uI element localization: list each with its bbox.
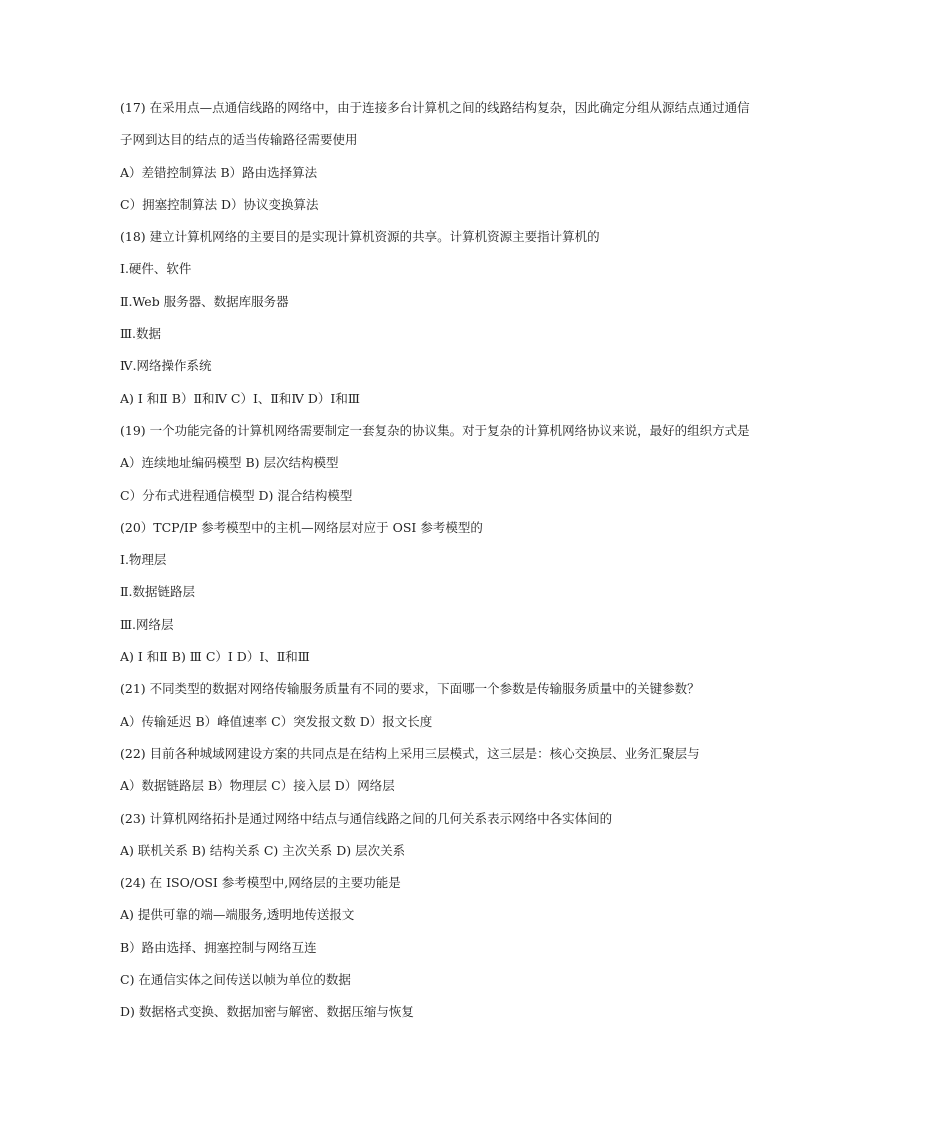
- question-18-item-3: Ⅲ.数据: [120, 326, 162, 342]
- question-20-text: (20）TCP/IP 参考模型中的主机—网络层对应于 OSI 参考模型的: [120, 519, 483, 535]
- question-18-options: A) Ⅰ 和Ⅱ B）Ⅱ和Ⅳ C）Ⅰ、Ⅱ和Ⅳ D）Ⅰ和Ⅲ: [120, 390, 360, 406]
- question-21-text: (21) 不同类型的数据对网络传输服务质量有不同的要求，下面哪一个参数是传输服务质量中的关键参数？: [120, 681, 700, 697]
- question-20-item-1: Ⅰ.物理层: [120, 552, 167, 568]
- question-24-option-c: C) 在通信实体之间传送以帧为单位的数据: [120, 972, 351, 988]
- question-24-option-d: D) 数据格式变换、数据加密与解密、数据压缩与恢复: [120, 1004, 414, 1020]
- question-17-options-cd: C）拥塞控制算法 D）协议变换算法: [120, 196, 319, 212]
- question-19-options-ab: A）连续地址编码模型 B) 层次结构模型: [120, 455, 339, 471]
- question-17-text-line-2: 子网到达目的结点的适当传输路径需要使用: [120, 132, 358, 148]
- question-18-item-1: Ⅰ.硬件、软件: [120, 261, 192, 277]
- question-18-item-4: Ⅳ.网络操作系统: [120, 358, 212, 374]
- question-19-text: (19) 一个功能完备的计算机网络需要制定一套复杂的协议集。对于复杂的计算机网络协议来说，最好的组织方式是: [120, 422, 750, 438]
- question-24-option-a: A) 提供可靠的端—端服务,透明地传送报文: [120, 907, 355, 923]
- question-24-text: (24) 在 ISO/OSI 参考模型中,网络层的主要功能是: [120, 875, 401, 891]
- question-21-options: A）传输延迟 B）峰值速率 C）突发报文数 D）报文长度: [120, 713, 433, 729]
- question-22-text: (22) 目前各种城域网建设方案的共同点是在结构上采用三层模式，这三层是：核心交换层、业务汇聚层与: [120, 745, 700, 761]
- document-body: [120, 92, 840, 1029]
- question-19-options-cd: C）分布式进程通信模型 D) 混合结构模型: [120, 487, 353, 503]
- question-18-text: (18) 建立计算机网络的主要目的是实现计算机资源的共享。计算机资源主要指计算机的: [120, 229, 600, 245]
- question-22-options: A）数据链路层 B）物理层 C）接入层 D）网络层: [120, 778, 395, 794]
- question-20-item-2: Ⅱ.数据链路层: [120, 584, 195, 600]
- question-23-text: (23) 计算机网络拓扑是通过网络中结点与通信线路之间的几何关系表示网络中各实体间的: [120, 810, 613, 826]
- question-17-options-ab: A）差错控制算法 B）路由选择算法: [120, 164, 318, 180]
- question-17-text-line-1: (17) 在采用点—点通信线路的网络中，由于连接多台计算机之间的线路结构复杂，因此确定分组从源结点通过通信: [120, 100, 750, 115]
- question-18-item-2: Ⅱ.Web 服务器、数据库服务器: [120, 293, 289, 309]
- question-20-options: A) Ⅰ 和Ⅱ B) Ⅲ C）Ⅰ D）Ⅰ、Ⅱ和Ⅲ: [120, 649, 310, 665]
- question-24-option-b: B）路由选择、拥塞控制与网络互连: [120, 939, 317, 955]
- question-23-options: A) 联机关系 B) 结构关系 C) 主次关系 D) 层次关系: [120, 842, 406, 858]
- question-20-item-3: Ⅲ.网络层: [120, 616, 174, 632]
